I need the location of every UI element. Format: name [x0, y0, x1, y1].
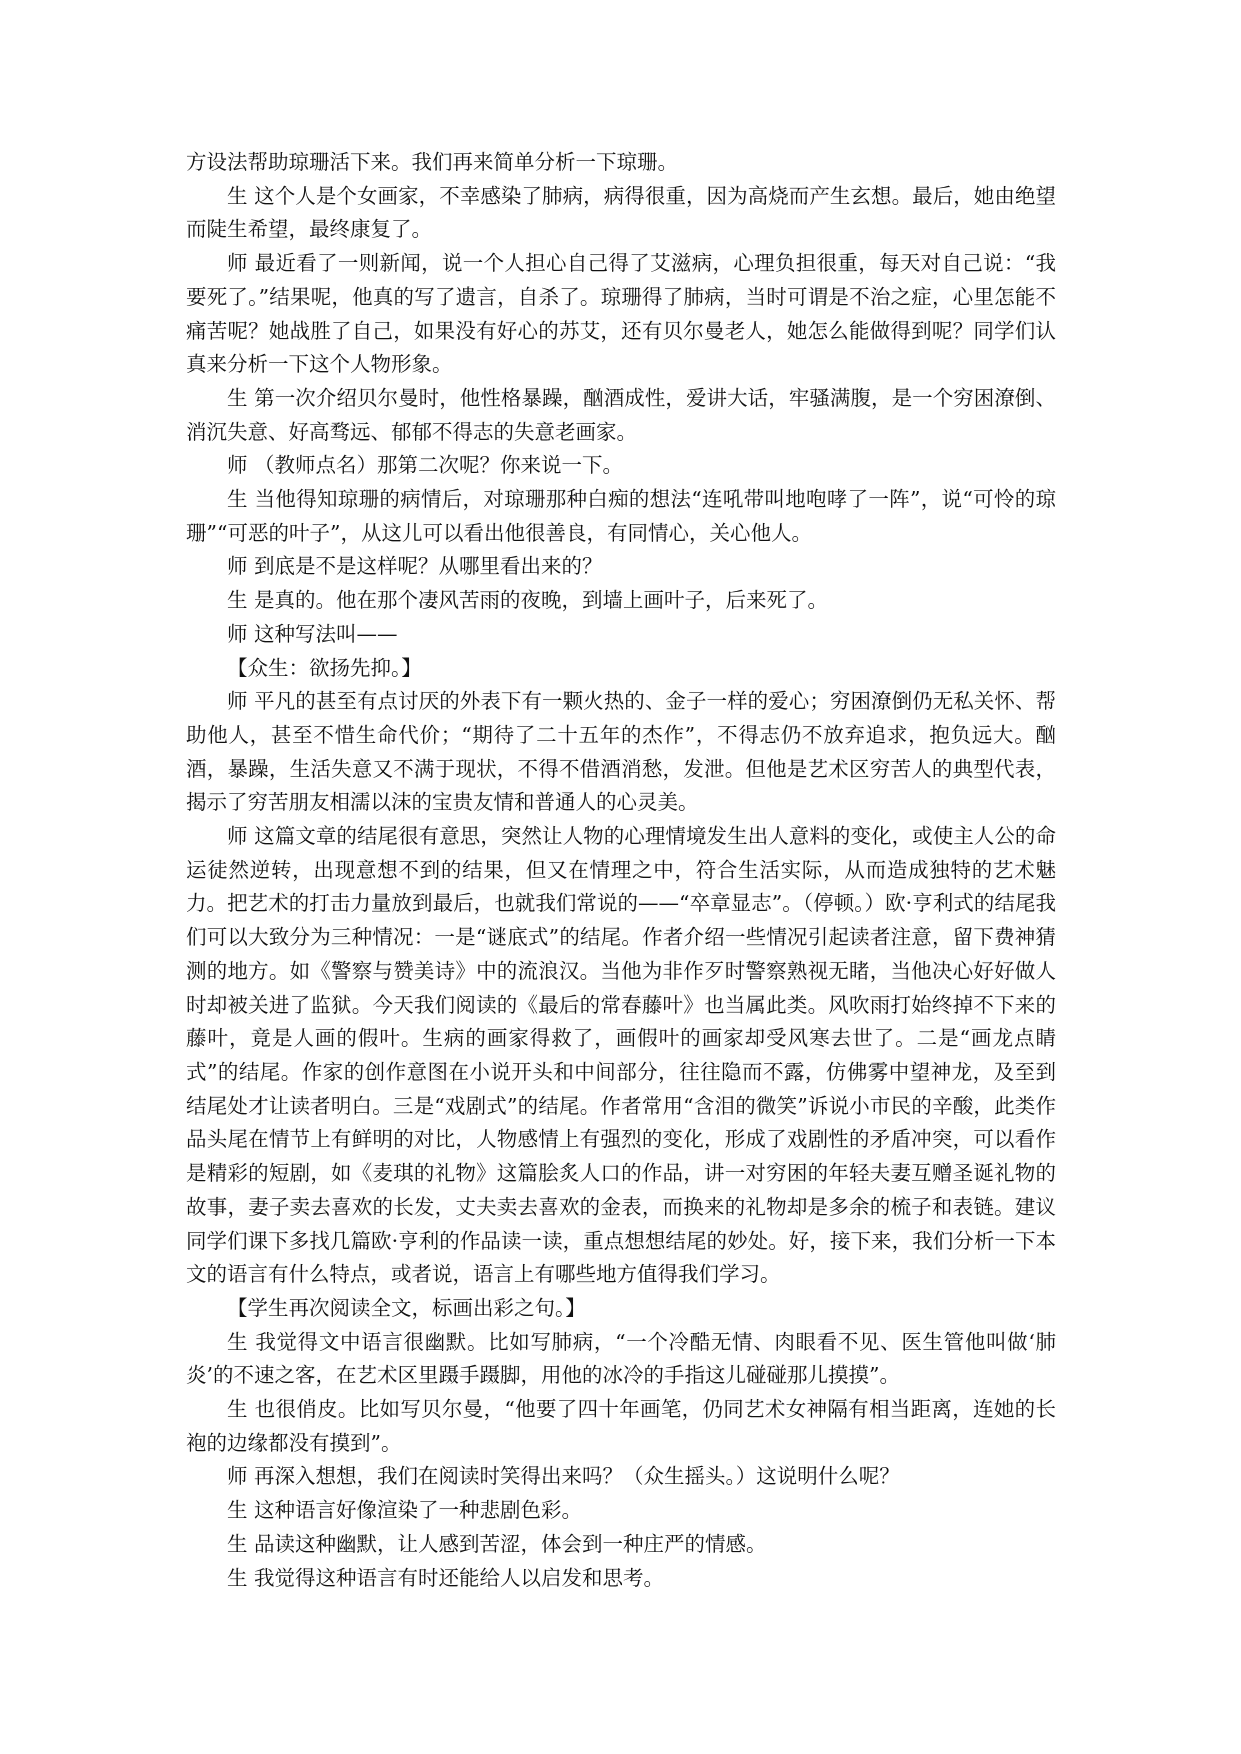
- paragraph-student-qiongshan: 生 这个人是个女画家，不幸感染了肺病，病得很重，因为高烧而产生玄想。最后，她由绝望而陡生希望，最终康复了。: [186, 183, 1056, 242]
- paragraph-teacher-ending: 师 这篇文章的结尾很有意思，突然让人物的心理情境发生出人意料的变化，或使主人公的命运徒然逆转，出现意想不到的结果，但又在情理之中，符合生活实际，从而造成独特的艺术魅力。把艺术的打击力量放到最后，也就我们常说的——“卒章显志”。（停顿。）欧·亨利式的结尾我们可以大致分为三种情况：一是“谜底式”的结尾。作者介绍一些情况引起读者注意，留下费神猜测的地方。如《警察与赞美诗》中的流浪汉。当他为非作歹时警察熟视无睹，当他决心好好做人时却被关进了监狱。今天我们阅读的《最后的常春藤叶》也当属此类。风吹雨打始终掉不下来的藤叶，竟是人画的假叶。生病的画家得救了，画假叶的画家却受风寒去世了。二是“画龙点睛式”的结尾。作家的创作意图在小说开头和中间部分，往往隐而不露，仿佛雾中望神龙，及至到结尾处才让读者明白。三是“戏剧式”的结尾。作者常用“含泪的微笑”诉说小市民的辛酸，此类作品头尾在情节上有鲜明的对比，人物感情上有强烈的变化，形成了戏剧性的矛盾冲突，可以看作是精彩的短剧，如《麦琪的礼物》这篇脍炙人口的作品，讲一对穷困的年轻夫妻互赠圣诞礼物的故事，妻子卖去喜欢的长发，丈夫卖去喜欢的金表，而换来的礼物却是多余的梳子和表链。建议同学们课下多找几篇欧·亨利的作品读一读，重点想想结尾的妙处。好，接下来，我们分析一下本文的语言有什么特点，或者说，语言上有哪些地方值得我们学习。: [186, 824, 1056, 1287]
- paragraph-class-reading: 【学生再次阅读全文，标画出彩之句。】: [227, 1295, 586, 1320]
- paragraph-student-bitter: 生 品读这种幽默，让人感到苦涩，体会到一种庄严的情感。: [227, 1531, 767, 1556]
- paragraph-student-tragic: 生 这种语言好像渲染了一种悲剧色彩。: [227, 1498, 583, 1523]
- paragraph-teacher-technique: 师 这种写法叫——: [227, 621, 398, 646]
- paragraph-teacher-news: 师 最近看了一则新闻，说一个人担心自己得了艾滋病，心理负担很重，每天对自己说：“我要死了。”结果呢，他真的写了遗言，自杀了。琼珊得了肺病，当时可谓是不治之症，心里怎能不痛苦呢？她战胜了自己，如果没有好心的苏艾，还有贝尔曼老人，她怎么能做得到呢？同学们认真来分析一下这个人物形象。: [186, 251, 1056, 377]
- paragraph-student-behrman-first: 生 第一次介绍贝尔曼时，他性格暴躁，酗酒成性，爱讲大话，牢骚满腹，是一个穷困潦倒、消沉失意、好高骛远、郁郁不得志的失意老画家。: [186, 385, 1056, 444]
- paragraph-teacher-deeper: 师 再深入想想，我们在阅读时笑得出来吗？（众生摇头。）这说明什么呢？: [227, 1464, 900, 1489]
- paragraph-class-answer: 【众生：欲扬先抑。】: [227, 655, 422, 680]
- paragraph-student-inspire: 生 我觉得这种语言有时还能给人以启发和思考。: [227, 1565, 665, 1590]
- paragraph-continuation: 方设法帮助琼珊活下来。我们再来简单分析一下琼珊。: [186, 150, 678, 174]
- paragraph-teacher-second: 师 （教师点名）那第二次呢？你来说一下。: [227, 453, 624, 478]
- document-page: [186, 146, 1056, 1595]
- paragraph-teacher-question: 师 到底是不是这样呢？从哪里看出来的？: [227, 554, 603, 579]
- paragraph-teacher-summary: 师 平凡的甚至有点讨厌的外表下有一颗火热的、金子一样的爱心；穷困潦倒仍无私关怀、帮助他人，甚至不惜生命代价；“期待了二十五年的杰作”，不得志仍不放弃追求，抱负远大。酗酒，暴躁，生活失意又不满于现状，不得不借酒消愁，发泄。但他是艺术区穷苦人的典型代表，揭示了穷苦朋友相濡以沫的宝贵友情和普通人的心灵美。: [186, 689, 1056, 815]
- paragraph-student-true: 生 是真的。他在那个凄风苦雨的夜晚，到墙上画叶子，后来死了。: [227, 588, 829, 613]
- paragraph-student-behrman-kind: 生 当他得知琼珊的病情后，对琼珊那种白痴的想法“连吼带叫地咆哮了一阵”，说“可怜的琼珊”“可恶的叶子”，从这儿可以看出他很善良，有同情心，关心他人。: [186, 487, 1056, 545]
- paragraph-student-humor: 生 我觉得文中语言很幽默。比如写肺病，“一个冷酷无情、肉眼看不见、医生管他叫做‘肺炎’的不速之客，在艺术区里蹑手蹑脚，用他的冰冷的手指这儿碰碰那儿摸摸”。: [186, 1329, 1056, 1388]
- paragraph-student-playful: 生 也很俏皮。比如写贝尔曼，“他要了四十年画笔，仍同艺术女神隔有相当距离，连她的长袍的边缘都没有摸到”。: [186, 1397, 1056, 1455]
